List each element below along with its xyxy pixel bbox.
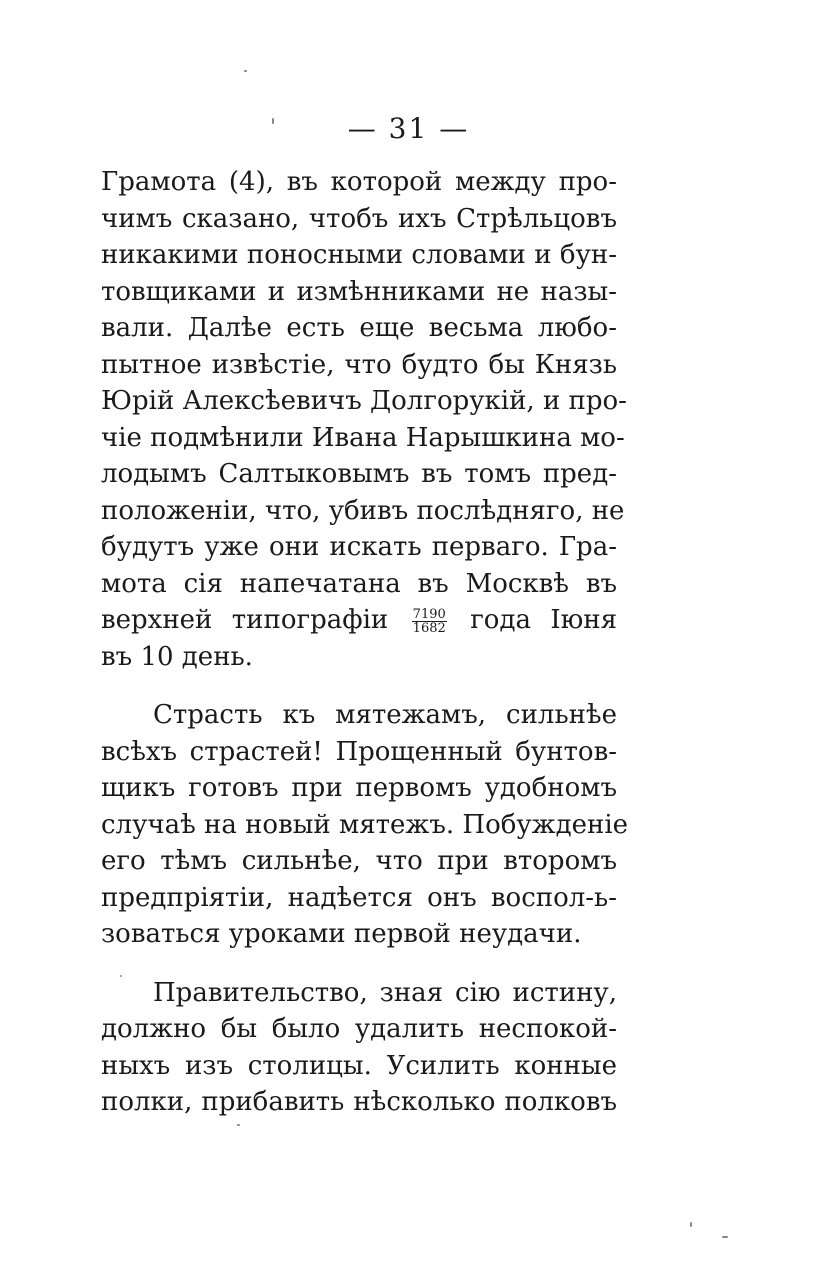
paragraph-2 bbox=[101, 697, 629, 953]
scan-speck bbox=[120, 975, 122, 977]
text-line: всѣхъ страстей! Прощенный бунтов- bbox=[101, 736, 617, 767]
text-line: будутъ уже они искать перваго. Гра- bbox=[101, 532, 617, 562]
scan-speck bbox=[690, 1222, 692, 1227]
text-line: случаѣ на новый мятежъ. Побужденіе bbox=[101, 809, 629, 840]
scan-speck bbox=[272, 118, 274, 124]
text-line: полки, прибавить нѣсколько полковъ bbox=[101, 1087, 617, 1117]
fraction-line-after: года Іюня bbox=[470, 605, 618, 635]
date-fraction-denominator: 1682 bbox=[412, 620, 446, 636]
text-line: щикъ готовъ при первомъ удобномъ bbox=[101, 773, 617, 803]
text-line: въ 10 день. bbox=[101, 641, 253, 672]
scan-speck bbox=[722, 1236, 728, 1238]
text-line: чіе подмѣнили Ивана Нарышкина мо- bbox=[101, 422, 625, 453]
text-line: товщиками и измѣнниками не назы- bbox=[101, 276, 617, 307]
scan-speck bbox=[237, 1124, 240, 1126]
text-line: ныхъ изъ столицы. Усилить конные bbox=[101, 1050, 617, 1081]
text-line: вали. Далѣе есть еще весьма любо- bbox=[101, 313, 617, 343]
paragraph-3 bbox=[101, 975, 617, 1121]
text-line: Страсть къ мятежамъ, сильнѣе bbox=[153, 700, 617, 730]
date-fraction bbox=[412, 608, 447, 635]
text-line: мота сія напечатана въ Москвѣ въ bbox=[101, 568, 617, 599]
text-line: пытное извѣстіе, что будто бы Князь bbox=[101, 349, 617, 380]
text-line: зоваться уроками первой неудачи. bbox=[101, 919, 582, 949]
date-fraction-numerator: 7190 bbox=[412, 606, 446, 622]
text-line: Юрій Алексѣевичъ Долгорукій, и про- bbox=[101, 386, 627, 416]
text-line: Правительство, зная сію истину, bbox=[153, 977, 617, 1008]
text-line: чимъ сказано, чтобъ ихъ Стрѣльцовъ bbox=[101, 203, 617, 234]
text-line: Грамота (4), въ которой между про- bbox=[101, 167, 617, 197]
text-line: должно бы было удалить неспокой- bbox=[101, 1014, 617, 1044]
body-text bbox=[101, 164, 629, 1121]
text-line-with-date-fraction bbox=[101, 602, 617, 639]
text-line: предпріятіи, надѣется онъ воспол-ь- bbox=[101, 882, 617, 913]
scan-speck bbox=[244, 70, 247, 72]
text-line: лодымъ Салтыковымъ въ томъ пред- bbox=[101, 459, 617, 489]
text-line: положеніи, что, убивъ послѣдняго, не bbox=[101, 495, 625, 526]
paragraph-1 bbox=[101, 164, 627, 675]
text-line: его тѣмъ сильнѣе, что при второмъ bbox=[101, 846, 617, 876]
text-line: никакими поносными словами и бун- bbox=[101, 240, 617, 270]
page-number: — 31 — bbox=[347, 112, 470, 145]
fraction-line-before: верхней типографіи bbox=[101, 605, 389, 635]
